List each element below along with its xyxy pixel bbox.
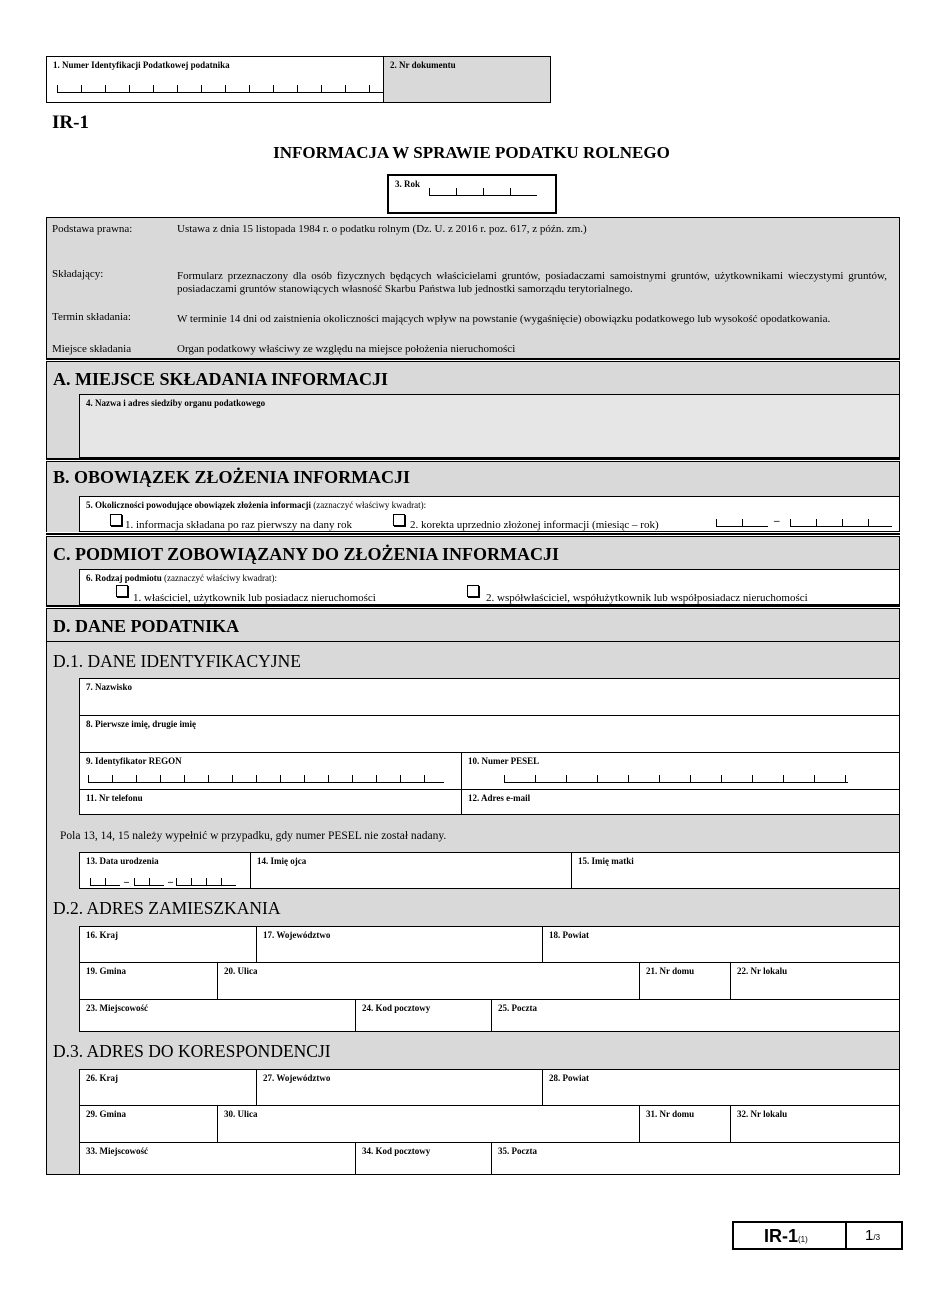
- field-17-label: 17. Województwo: [263, 930, 331, 940]
- section-b-body: [46, 496, 79, 532]
- checkbox-owner[interactable]: [116, 585, 128, 597]
- checkbox-co-owner[interactable]: [467, 585, 479, 597]
- footer-page-box: [845, 1221, 903, 1250]
- section-a-title: A. MIEJSCE SKŁADANIA INFORMACJI: [53, 369, 389, 389]
- birth-month-comb: [134, 878, 164, 886]
- page-title: INFORMACJA W SPRAWIE PODATKU ROLNEGO: [273, 143, 670, 162]
- year-field[interactable]: [388, 175, 556, 213]
- field-12-email[interactable]: [461, 789, 900, 815]
- field-19-commune[interactable]: [79, 962, 218, 1000]
- field-30-label: 30. Ulica: [224, 1109, 258, 1119]
- field-14-label: 14. Imię ojca: [257, 856, 307, 866]
- footer-form-code: IR-1(1): [764, 1226, 808, 1246]
- field-25-post-office[interactable]: [491, 999, 900, 1032]
- field-23-label: 23. Miejscowość: [86, 1003, 148, 1013]
- miejsce-text: Organ podatkowy właściwy ze względu na miejsce położenia nieruchomości: [177, 343, 516, 355]
- section-d3-title: D.3. ADRES DO KORESPONDENCJI: [53, 1041, 331, 1061]
- skladajacy-text: Formularz przeznaczony dla osób fizycznych będących właścicielami gruntów, posiadaczami samoistnymi gruntów, użytkownikami wieczystymi gruntów, posiadaczami gruntów stanowiących własność Skarbu Państwa lub jednostki samorządu terytorialnego.: [177, 270, 887, 295]
- termin-text: W terminie 14 dni od zaistnienia okoliczności mających wpływ na powstanie (wygaśnięcie) obowiązku podatkowego lub wysokość opodatkowania.: [177, 313, 831, 325]
- section-d1-body: [46, 678, 79, 815]
- field-20-label: 20. Ulica: [224, 966, 258, 976]
- field-26-label: 26. Kraj: [86, 1073, 118, 1083]
- footer-form-code-box: [732, 1221, 847, 1250]
- pesel-note: Pola 13, 14, 15 należy wypełnić w przypadku, gdy numer PESEL nie został nadany.: [60, 830, 447, 842]
- field-18-county[interactable]: [542, 926, 900, 963]
- correction-year-comb[interactable]: [790, 519, 892, 527]
- field-14-father-name[interactable]: [250, 852, 572, 889]
- footer-page-number: 1/3: [865, 1227, 881, 1244]
- correction-month-comb[interactable]: [716, 519, 768, 527]
- field-15-mother-name[interactable]: [571, 852, 900, 889]
- section-c-body: [46, 569, 79, 605]
- pesel-comb: [504, 775, 848, 783]
- field-24-label: 24. Kod pocztowy: [362, 1003, 431, 1013]
- field-30-street[interactable]: [217, 1105, 640, 1143]
- section-d2-header: [46, 889, 900, 926]
- field-26-country[interactable]: [79, 1069, 257, 1106]
- birth-date-sep-2: –: [168, 877, 173, 888]
- section-c-title: C. PODMIOT ZOBOWIĄZANY DO ZŁOŻENIA INFORMACJI: [53, 544, 560, 564]
- field-6-label: 6. Rodzaj podmiotu (zaznaczyć właściwy kwadrat):: [86, 573, 277, 583]
- field-31-house-no[interactable]: [639, 1105, 731, 1143]
- section-d2-title: D.2. ADRES ZAMIESZKANIA: [53, 898, 281, 918]
- section-d1-title: D.1. DANE IDENTYFIKACYJNE: [53, 651, 301, 671]
- field-33-label: 33. Miejscowość: [86, 1146, 148, 1156]
- podstawa-label: Podstawa prawna:: [52, 223, 133, 235]
- option-owner-label: 1. właściciel, użytkownik lub posiadacz nieruchomości: [133, 592, 376, 604]
- field-22-label: 22. Nr lokalu: [737, 966, 788, 976]
- skladajacy-label: Składający:: [52, 268, 104, 280]
- section-b-header: [46, 462, 900, 496]
- field-21-house-no[interactable]: [639, 962, 731, 1000]
- field-11-phone[interactable]: [79, 789, 462, 815]
- doc-number-field: [383, 56, 551, 103]
- field-21-label: 21. Nr domu: [646, 966, 695, 976]
- field-33-locality[interactable]: [79, 1142, 356, 1175]
- year-label: 3. Rok: [395, 179, 421, 189]
- field-34-postal-code[interactable]: [355, 1142, 492, 1175]
- section-d3-body: [46, 1069, 79, 1175]
- option-correction-label: 2. korekta uprzednio złożonej informacji (miesiąc – rok): [410, 519, 659, 531]
- field-5-label: 5. Okoliczności powodujące obowiązek złożenia informacji (zaznaczyć właściwy kwadrat):: [86, 500, 427, 510]
- field-12-label: 12. Adres e-mail: [468, 793, 531, 803]
- regon-comb: [88, 775, 444, 783]
- section-d-header: [46, 609, 900, 641]
- field-27-voivodeship[interactable]: [256, 1069, 543, 1106]
- field-35-label: 35. Poczta: [498, 1146, 537, 1156]
- nip-field[interactable]: [46, 56, 384, 103]
- checkbox-correction[interactable]: [393, 514, 405, 526]
- field-9-label: 9. Identyfikator REGON: [86, 756, 182, 766]
- field-8-label: 8. Pierwsze imię, drugie imię: [86, 719, 196, 729]
- field-28-label: 28. Powiat: [549, 1073, 589, 1083]
- section-d2-body: [46, 926, 79, 1032]
- field-18-label: 18. Powiat: [549, 930, 589, 940]
- section-d1-body-2: [46, 852, 79, 889]
- field-16-label: 16. Kraj: [86, 930, 118, 940]
- section-b-title: B. OBOWIĄZEK ZŁOŻENIA INFORMACJI: [53, 467, 411, 487]
- option-co-owner-label: 2. współwłaściciel, współużytkownik lub współposiadacz nieruchomości: [486, 592, 808, 604]
- field-10-pesel[interactable]: [461, 752, 900, 790]
- birth-day-comb: [90, 878, 120, 886]
- birth-year-comb: [176, 878, 236, 886]
- section-c-header: [46, 537, 900, 569]
- field-23-locality[interactable]: [79, 999, 356, 1032]
- form-code: IR-1: [52, 112, 89, 133]
- checkbox-first-time[interactable]: [110, 514, 122, 526]
- field-32-label: 32. Nr lokalu: [737, 1109, 788, 1119]
- field-13-label: 13. Data urodzenia: [86, 856, 159, 866]
- section-d-title: D. DANE PODATNIKA: [53, 616, 240, 636]
- correction-dash: –: [774, 515, 780, 527]
- field-16-country[interactable]: [79, 926, 257, 963]
- field-7-surname[interactable]: [79, 678, 900, 716]
- field-15-label: 15. Imię matki: [578, 856, 634, 866]
- doc-number-label: 2. Nr dokumentu: [390, 60, 456, 70]
- field-9-regon[interactable]: [79, 752, 462, 790]
- field-4-tax-office[interactable]: [79, 394, 900, 458]
- field-35-post-office[interactable]: [491, 1142, 900, 1175]
- miejsce-label: Miejsce składania: [52, 343, 132, 355]
- section-d3-header: [46, 1032, 900, 1069]
- option-first-time-label: 1. informacja składana po raz pierwszy na dany rok: [125, 519, 352, 531]
- field-4-label: 4. Nazwa i adres siedziby organu podatkowego: [86, 398, 266, 408]
- field-27-label: 27. Województwo: [263, 1073, 331, 1083]
- field-11-label: 11. Nr telefonu: [86, 793, 143, 803]
- field-8-first-names[interactable]: [79, 715, 900, 753]
- year-comb: [429, 188, 537, 196]
- field-34-label: 34. Kod pocztowy: [362, 1146, 431, 1156]
- nip-comb: [57, 85, 413, 93]
- field-31-label: 31. Nr domu: [646, 1109, 695, 1119]
- field-29-commune[interactable]: [79, 1105, 218, 1143]
- field-32-flat-no[interactable]: [730, 1105, 900, 1143]
- section-a-header: [46, 362, 900, 394]
- nip-label: 1. Numer Identyfikacji Podatkowej podatnika: [53, 60, 230, 70]
- podstawa-text: Ustawa z dnia 15 listopada 1984 r. o podatku rolnym (Dz. U. z 2016 r. poz. 617, z późn. zm.): [177, 223, 587, 235]
- section-d1-header: [46, 641, 900, 678]
- field-22-flat-no[interactable]: [730, 962, 900, 1000]
- birth-date-sep-1: –: [124, 877, 129, 888]
- field-10-label: 10. Numer PESEL: [468, 756, 540, 766]
- field-28-county[interactable]: [542, 1069, 900, 1106]
- field-17-voivodeship[interactable]: [256, 926, 543, 963]
- field-20-street[interactable]: [217, 962, 640, 1000]
- field-19-label: 19. Gmina: [86, 966, 127, 976]
- field-29-label: 29. Gmina: [86, 1109, 127, 1119]
- field-13-birth-date[interactable]: [79, 852, 251, 889]
- field-24-postal-code[interactable]: [355, 999, 492, 1032]
- field-7-label: 7. Nazwisko: [86, 682, 133, 692]
- field-25-label: 25. Poczta: [498, 1003, 537, 1013]
- termin-label: Termin składania:: [52, 311, 131, 323]
